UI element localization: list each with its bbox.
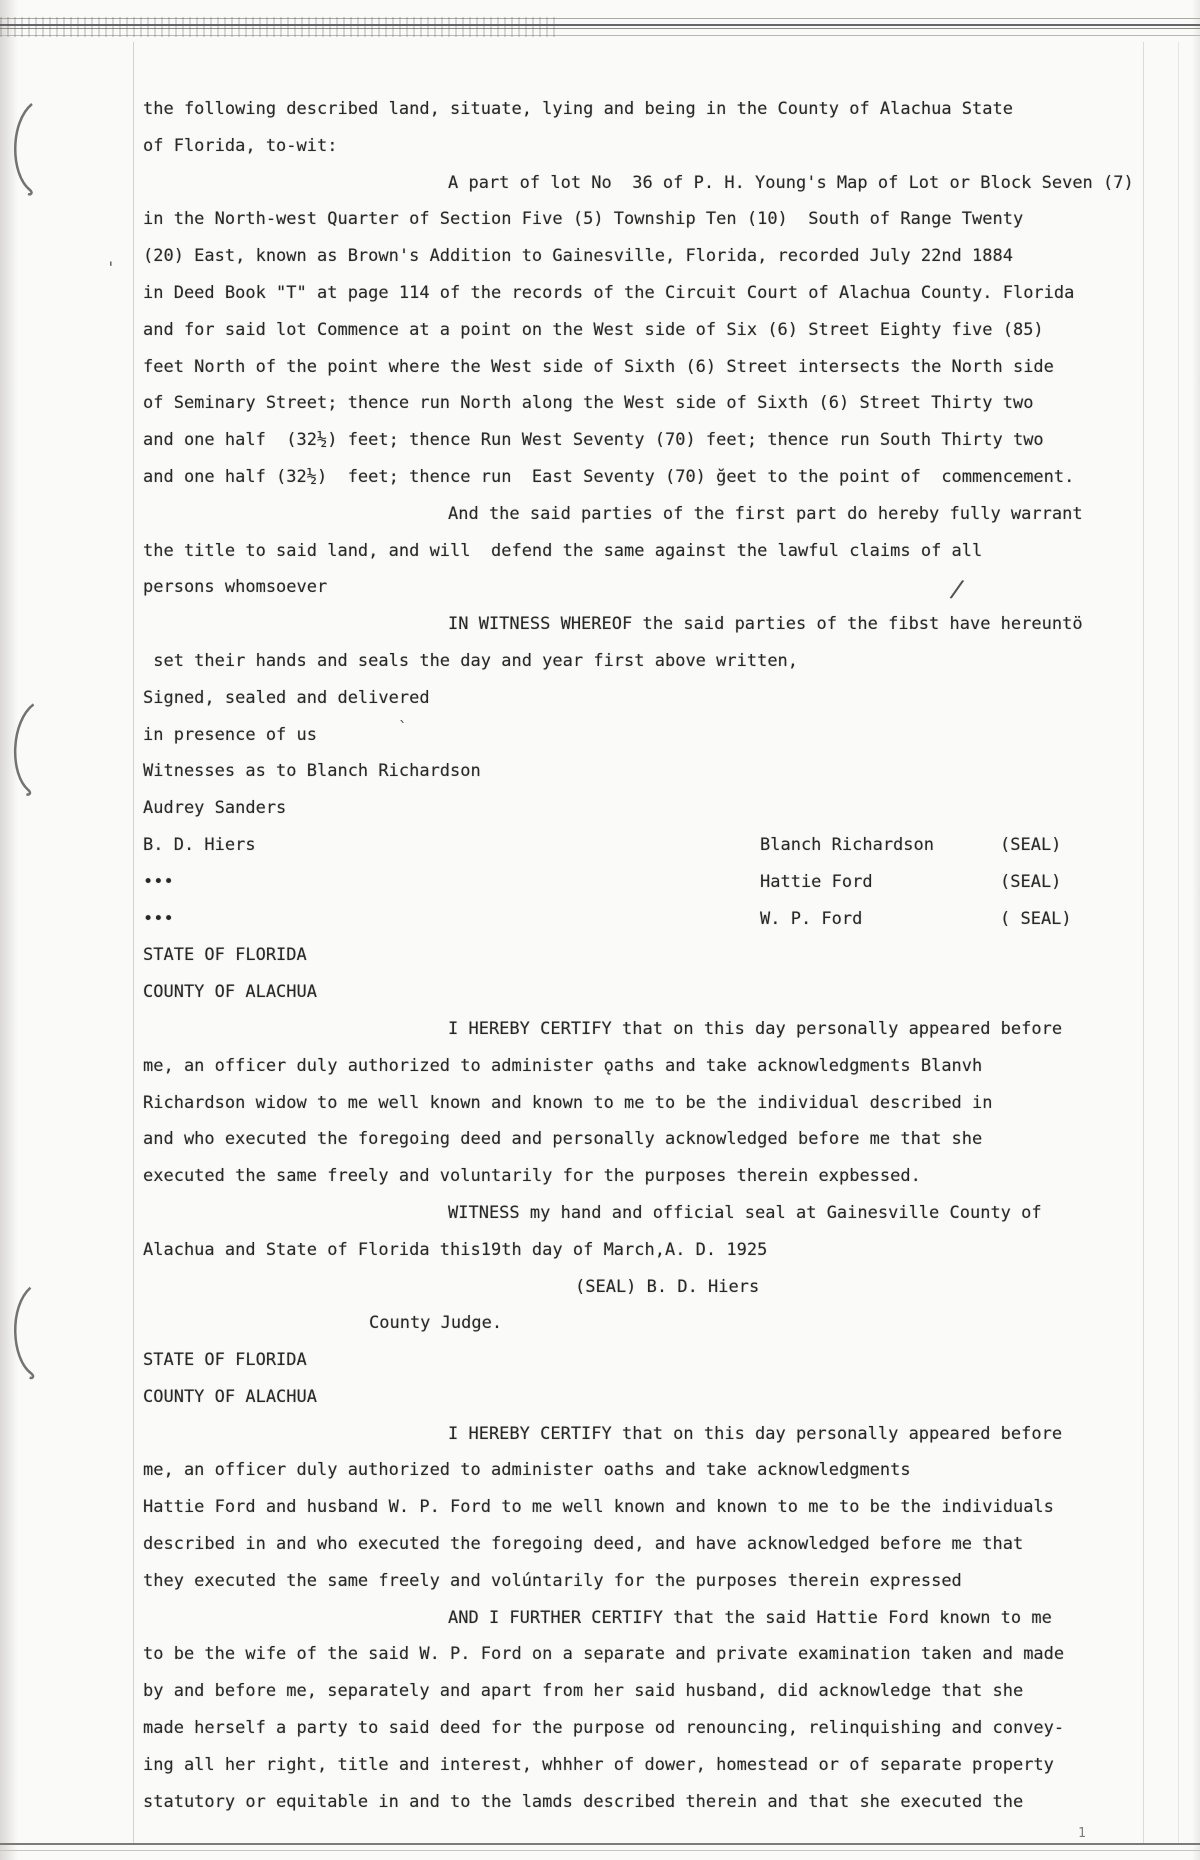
document-line: the title to said land, and will defend the same against the lawful claims of all bbox=[143, 540, 983, 561]
document-line: (20) East, known as Brown's Addition to Gainesville, Florida, recorded July 22nd 1884 bbox=[143, 246, 1013, 267]
document-line: me, an officer duly authorized to administer ǫaths and take acknowledgments Blanvh bbox=[143, 1055, 983, 1076]
witness-signature: B. D. Hiers bbox=[143, 834, 256, 855]
witness-signature: ••• bbox=[143, 871, 174, 892]
document-line: COUNTY OF ALACHUA bbox=[143, 982, 317, 1003]
document-line bbox=[143, 901, 1188, 938]
document-text bbox=[143, 91, 1188, 1820]
bottom-rule-line bbox=[0, 1843, 1200, 1845]
stray-pen-mark: / bbox=[947, 573, 967, 605]
page-gutter-shadow bbox=[0, 0, 18, 1860]
signer-name: W. P. Ford bbox=[760, 908, 863, 929]
document-line: COUNTY OF ALACHUA bbox=[143, 1386, 317, 1407]
top-rule-hatching bbox=[0, 17, 560, 37]
document-line: they executed the same freely and volúntarily for the purposes therein expressed bbox=[143, 1570, 962, 1591]
seal-label: ( SEAL) bbox=[1000, 908, 1072, 929]
document-line: A part of lot No 36 of P. H. Young's Map of Lot or Block Seven (7) bbox=[448, 172, 1134, 193]
document-line: by and before me, separately and apart from her said husband, did acknowledge that she bbox=[143, 1681, 1024, 1702]
document-line: I HEREBY CERTIFY that on this day personally appeared before bbox=[448, 1018, 1063, 1039]
document-line: the following described land, situate, lying and being in the County of Alachua State bbox=[143, 99, 1013, 119]
document-line: WITNESS my hand and official seal at Gainesville County of bbox=[448, 1202, 1042, 1223]
document-line: me, an officer duly authorized to administer oaths and take acknowledgments bbox=[143, 1460, 911, 1481]
document-line: STATE OF FLORIDA bbox=[143, 945, 307, 966]
stray-pen-mark: ' bbox=[106, 258, 116, 277]
document-line: of Florida, to-wit: bbox=[143, 135, 338, 156]
page-right-edge-shadow bbox=[1192, 0, 1200, 1860]
bottom-rule-line bbox=[0, 1850, 1200, 1851]
document-line: and one half (32½) feet; thence Run West Seventy (70) feet; thence run South Thirty two bbox=[143, 430, 1044, 451]
binding-mark bbox=[2, 1283, 39, 1380]
document-line: described in and who executed the foregoing deed, and have acknowledged before me that bbox=[143, 1534, 1024, 1555]
document-line: set their hands and seals the day and year first above written, bbox=[143, 650, 799, 671]
document-line: IN WITNESS WHEREOF the said parties of the fibst have hereuntö bbox=[448, 614, 1083, 635]
document-line: executed the same freely and voluntarily for the purposes therein expbessed. bbox=[143, 1166, 921, 1187]
document-line: County Judge. bbox=[369, 1313, 503, 1334]
binding-mark bbox=[2, 699, 39, 796]
document-line: in Deed Book "T" at page 114 of the records of the Circuit Court of Alachua County. Florida bbox=[143, 282, 1075, 303]
document-line: AND I FURTHER CERTIFY that the said Hattie Ford known to me bbox=[448, 1607, 1052, 1628]
signer-name: Hattie Ford bbox=[760, 871, 873, 892]
left-margin-rule bbox=[133, 42, 134, 1844]
document-line: Richardson widow to me well known and known to me to be the individual described in bbox=[143, 1092, 993, 1113]
document-line: of Seminary Street; thence run North along the West side of Sixth (6) Street Thirty two bbox=[143, 393, 1034, 414]
document-line bbox=[143, 864, 1188, 901]
document-line: made herself a party to said deed for the purpose od renouncing, relinquishing and convey- bbox=[143, 1718, 1065, 1739]
document-line: Audrey Sanders bbox=[143, 798, 287, 819]
document-line: in presence of us bbox=[143, 724, 317, 745]
binding-mark bbox=[4, 100, 38, 196]
document-line: Alachua and State of Florida this19th day of March,A. D. 1925 bbox=[143, 1239, 768, 1260]
document-line: statutory or equitable in and to the lamds described therein and that she executed the bbox=[143, 1791, 1024, 1812]
document-line: Signed, sealed and delivered bbox=[143, 687, 430, 708]
witness-signature: ••• bbox=[143, 908, 174, 929]
document-line: Witnesses as to Blanch Richardson bbox=[143, 761, 481, 782]
seal-label: (SEAL) bbox=[1000, 871, 1062, 892]
document-line: ing all her right, title and interest, whhher of dower, homestead or of separate property bbox=[143, 1754, 1054, 1775]
document-line: I HEREBY CERTIFY that on this day personally appeared before bbox=[448, 1423, 1063, 1444]
document-line: feet North of the point where the West side of Sixth (6) Street intersects the North side bbox=[143, 356, 1054, 377]
page-corner-number: 1 bbox=[1078, 1826, 1086, 1841]
document-line: in the North-west Quarter of Section Five (5) Township Ten (10) South of Range Twenty bbox=[143, 209, 1024, 230]
document-line: to be the wife of the said W. P. Ford on a separate and private examination taken and made bbox=[143, 1644, 1065, 1665]
document-line: and for said lot Commence at a point on the West side of Six (6) Street Eighty five (85) bbox=[143, 319, 1044, 340]
document-line: Hattie Ford and husband W. P. Ford to me well known and known to me to be the individuals bbox=[143, 1497, 1054, 1518]
document-line: (SEAL) B. D. Hiers bbox=[575, 1276, 760, 1297]
document-line bbox=[143, 827, 1188, 864]
document-line: STATE OF FLORIDA bbox=[143, 1350, 307, 1371]
seal-label: (SEAL) bbox=[1000, 834, 1062, 855]
signer-name: Blanch Richardson bbox=[760, 834, 934, 855]
document-line: And the said parties of the first part do hereby fully warrant bbox=[448, 503, 1083, 524]
document-line: and one half (32½) feet; thence run East Seventy (70) ğeet to the point of commencement. bbox=[143, 466, 1075, 487]
document-line: persons whomsoever bbox=[143, 577, 328, 598]
stray-pen-mark: ` bbox=[398, 718, 408, 737]
document-line: and who executed the foregoing deed and personally acknowledged before me that she bbox=[143, 1129, 983, 1150]
